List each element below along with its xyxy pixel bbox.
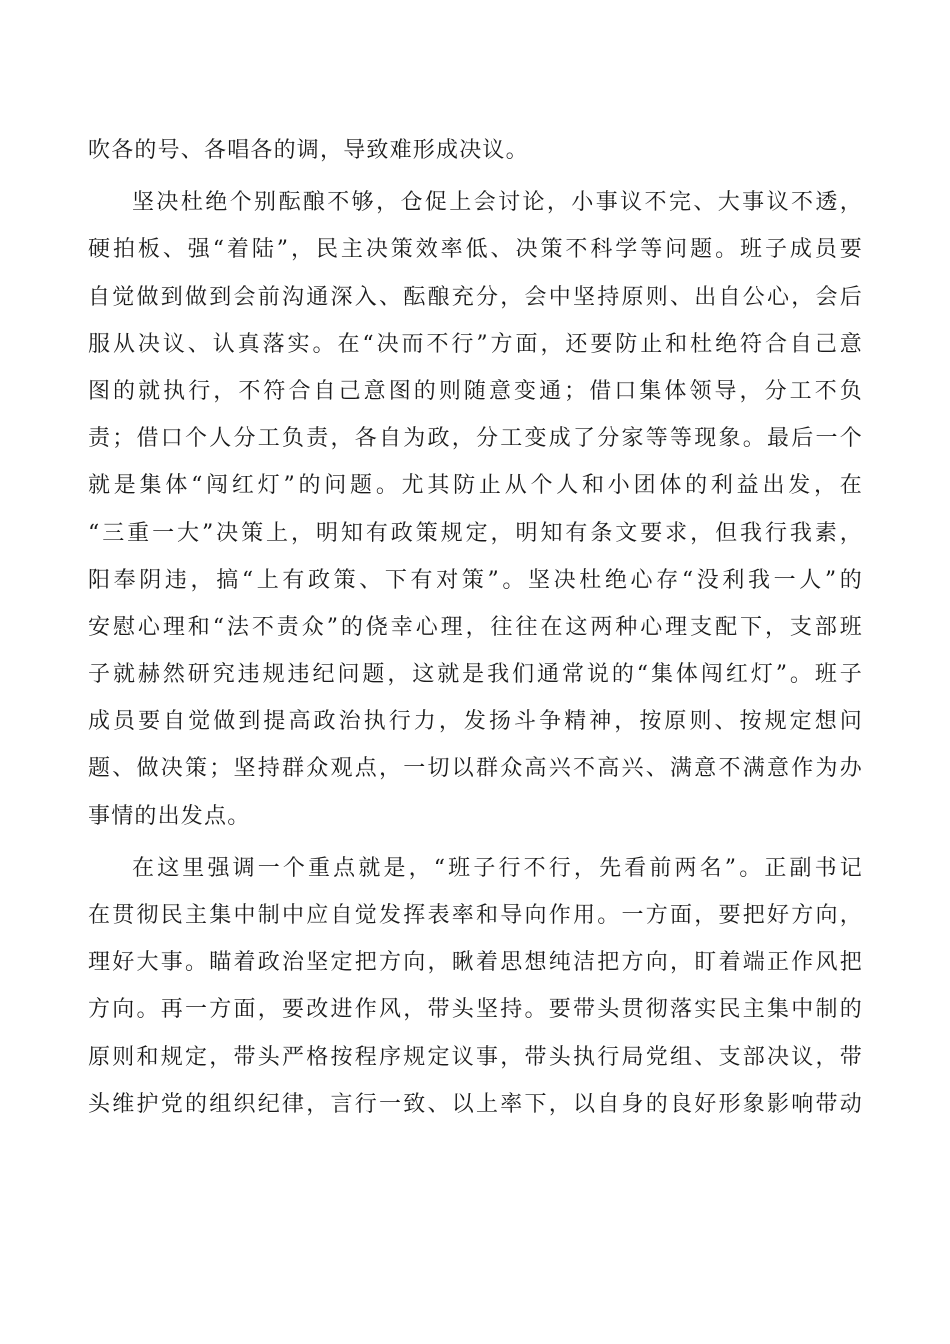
- text-line: 事情的出发点。: [88, 803, 251, 829]
- text-line: 题、做决策；坚持群众观点，一切以群众高兴不高兴、满意不满意作为办: [88, 756, 863, 782]
- text-line: 硬拍板、强“着陆”，民主决策效率低、决策不科学等问题。班子成员要: [88, 237, 863, 263]
- text-line: 吹各的号、各唱各的调，导致难形成决议。: [88, 138, 529, 163]
- text-line: 在这里强调一个重点就是，“班子行不行，先看前两名”。正副书记: [132, 855, 863, 881]
- text-line: 阳奉阴违，搞“上有政策、下有对策”。坚决杜绝心存“没利我一人”的: [88, 567, 863, 593]
- text-line: 原则和规定，带头严格按程序规定议事，带头执行局党组、支部决议，带: [88, 1044, 863, 1070]
- text-line: 自觉做到做到会前沟通深入、酝酿充分，会中坚持原则、出自公心，会后: [88, 284, 863, 310]
- text-line: 就是集体“闯红灯”的问题。尤其防止从个人和小团体的利益出发，在: [88, 473, 863, 499]
- text-line: 在贯彻民主集中制中应自觉发挥表率和导向作用。一方面，要把好方向，: [88, 903, 863, 928]
- text-line: 安慰心理和“法不责众”的侥幸心理，往往在这两种心理支配下，支部班: [88, 614, 863, 640]
- text-line: 责；借口个人分工负责，各自为政，分工变成了分家等等现象。最后一个: [88, 426, 863, 452]
- text-line: 子就赫然研究违规违纪问题，这就是我们通常说的“集体闯红灯”。班子: [88, 662, 863, 688]
- document-body: [88, 127, 863, 1128]
- text-line: 理好大事。瞄着政治坚定把方向，瞅着思想纯洁把方向，盯着端正作风把: [88, 950, 863, 976]
- text-line: 服从决议、认真落实。在“决而不行”方面，还要防止和杜绝符合自己意: [88, 331, 863, 357]
- text-line: 坚决杜绝个别酝酿不够，仓促上会讨论，小事议不完、大事议不透，: [132, 190, 863, 216]
- text-line: 方向。再一方面，要改进作风，带头坚持。要带头贯彻落实民主集中制的: [88, 997, 863, 1023]
- text-line: “三重一大”决策上，明知有政策规定，明知有条文要求，但我行我素，: [88, 520, 863, 546]
- text-line: 头维护党的组织纪律，言行一致、以上率下，以自身的良好形象影响带动: [88, 1091, 863, 1117]
- text-line: 图的就执行，不符合自己意图的则随意变通；借口集体领导，分工不负: [88, 378, 863, 404]
- text-line: 成员要自觉做到提高政治执行力，发扬斗争精神，按原则、按规定想问: [88, 709, 863, 735]
